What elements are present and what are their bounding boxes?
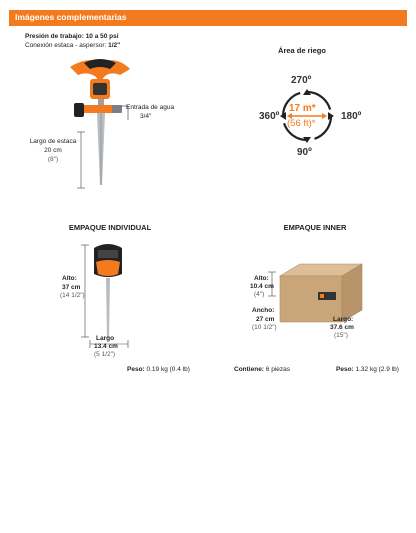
- section-header: [9, 10, 407, 26]
- radius-meters: 17 m*: [289, 103, 316, 114]
- degree-90: 90º: [297, 147, 312, 158]
- individual-height-in: (14 1/2"): [60, 292, 85, 299]
- inner-contents-value: 6 piezas: [265, 366, 291, 373]
- individual-weight: [127, 366, 190, 373]
- degree-180: 180º: [341, 111, 362, 122]
- pressure-spec: [25, 33, 119, 40]
- inner-length-cm: 37.6 cm: [330, 324, 354, 331]
- individual-height-label: Alto:: [62, 275, 77, 282]
- connection-label: Conexión estaca - aspersor:: [25, 42, 107, 49]
- water-inlet-label: Entrada de agua: [126, 104, 175, 111]
- pressure-label: Presión de trabajo:: [25, 33, 84, 40]
- inner-weight: [336, 366, 399, 373]
- individual-weight-label: Peso:: [127, 366, 145, 373]
- individual-package-title: EMPAQUE INDIVIDUAL: [68, 223, 152, 232]
- inner-height-in: (4"): [254, 291, 265, 298]
- stake-label: Largo de estaca: [29, 138, 77, 145]
- water-inlet-value: 3/4": [140, 113, 152, 120]
- inner-width-cm: 27 cm: [256, 316, 275, 323]
- inner-length-label: Largo:: [333, 316, 354, 323]
- section-title: Imágenes complementarias: [15, 12, 127, 22]
- connection-value: 1/2": [108, 42, 121, 49]
- stake-inches: (8"): [47, 156, 59, 163]
- inner-contents: [234, 366, 290, 373]
- individual-package-image: [88, 240, 128, 340]
- stake-cm: 20 cm: [44, 147, 62, 154]
- inner-contents-label: Contiene:: [234, 366, 264, 373]
- connection-spec: [25, 42, 120, 49]
- inner-width-in: (10 1/2"): [252, 324, 277, 331]
- inner-width-label: Ancho:: [252, 307, 275, 314]
- coverage-title: Área de riego: [278, 46, 326, 55]
- inner-package-title: EMPAQUE INNER: [283, 223, 347, 232]
- individual-height-line: [80, 243, 90, 339]
- individual-length-cm: 13.4 cm: [94, 343, 118, 350]
- pressure-value: 10 a 50 psi: [85, 33, 119, 40]
- individual-length-label: Largo: [96, 335, 115, 342]
- inner-weight-value: 1.32 kg (2.9 lb): [355, 366, 399, 373]
- inner-length-in: (15"): [334, 332, 348, 339]
- radius-feet: (56 ft)*: [287, 118, 316, 129]
- degree-360: 360º: [259, 111, 280, 122]
- inner-weight-label: Peso:: [336, 366, 354, 373]
- inner-height-cm: 10.4 cm: [250, 283, 274, 290]
- degree-270: 270º: [291, 75, 312, 86]
- individual-height-cm: 37 cm: [62, 284, 81, 291]
- individual-length-in: (5 1/2"): [94, 351, 116, 358]
- inner-height-label: Alto:: [254, 275, 269, 282]
- individual-weight-value: 0.19 kg (0.4 lb): [146, 366, 190, 373]
- coverage-diagram: [277, 86, 337, 146]
